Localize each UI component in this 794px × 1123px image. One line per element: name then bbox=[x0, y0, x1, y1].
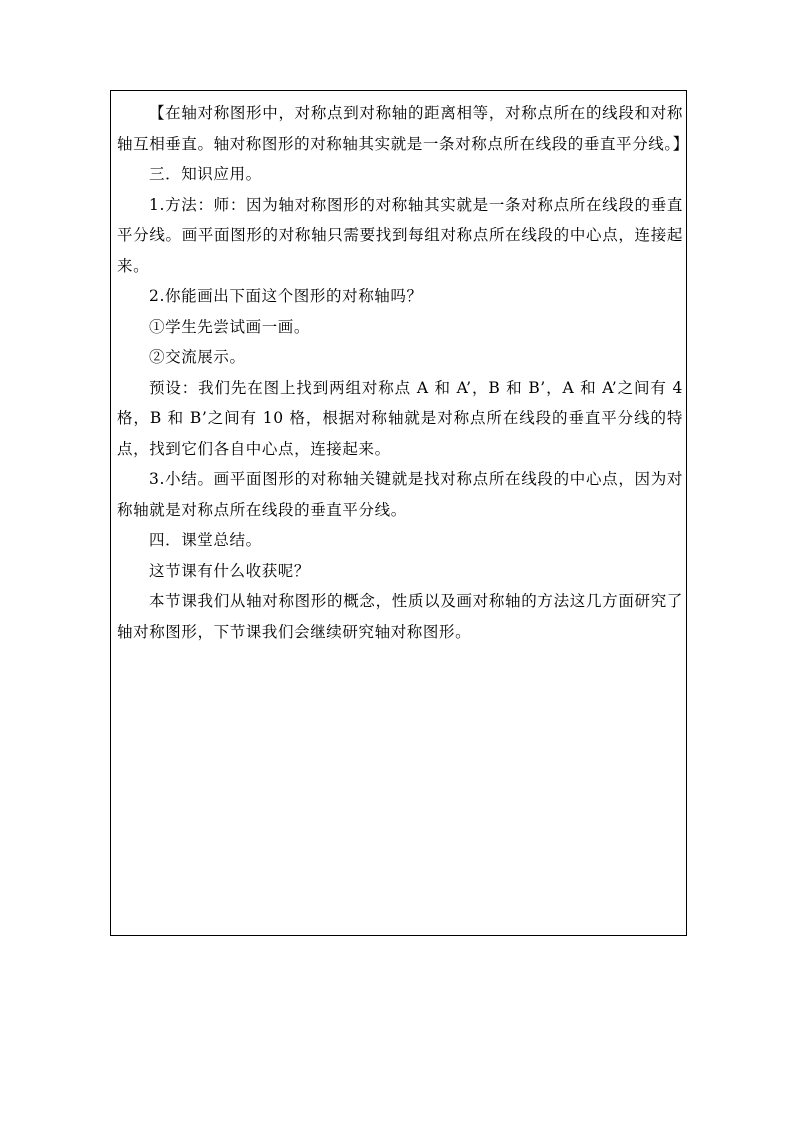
paragraph-question: 2.你能画出下面这个图形的对称轴吗？ bbox=[149, 287, 423, 305]
document-table-cell bbox=[110, 90, 687, 936]
paragraph-step-share: ②交流展示。 bbox=[149, 348, 246, 366]
paragraph-summary: 3.小结。画平面图形的对称轴关键就是找对称点所在线段的中心点，因为对称轴就是对称点所在线段的垂直平分线。 bbox=[117, 470, 683, 519]
paragraph-reflection-question: 这节课有什么收获呢？ bbox=[149, 561, 311, 580]
document-content bbox=[117, 98, 689, 647]
paragraph-conclusion: 本节课我们从轴对称图形的概念，性质以及画对称轴的方法这几方面研究了轴对称图形，下节课我们会继续研究轴对称图形。 bbox=[117, 592, 683, 641]
paragraph-method: 1.方法：师：因为轴对称图形的对称轴其实就是一条对称点所在线段的垂直平分线。画平面图形的对称轴只需要找到每组对称点所在线段的中心点，连接起来。 bbox=[117, 195, 683, 275]
section-heading-class-summary: 四．课堂总结。 bbox=[149, 531, 262, 549]
paragraph-preset: 预设：我们先在图上找到两组对称点 A 和 A’，B 和 B’，A 和 A’之间有 4 格，B 和 B’之间有 10 格，根据对称轴就是对称点所在线段的垂直平分线的特点，找到它们各自中心点，连接起来。 bbox=[117, 378, 683, 458]
section-heading-knowledge-application: 三．知识应用。 bbox=[149, 165, 262, 183]
paragraph-step-try: ①学生先尝试画一画。 bbox=[149, 317, 311, 336]
paragraph-symmetry-property: 【在轴对称图形中，对称点到对称轴的距离相等，对称点所在的线段和对称轴互相垂直。轴对称图形的对称轴其实就是一条对称点所在线段的垂直平分线。】 bbox=[117, 104, 689, 153]
